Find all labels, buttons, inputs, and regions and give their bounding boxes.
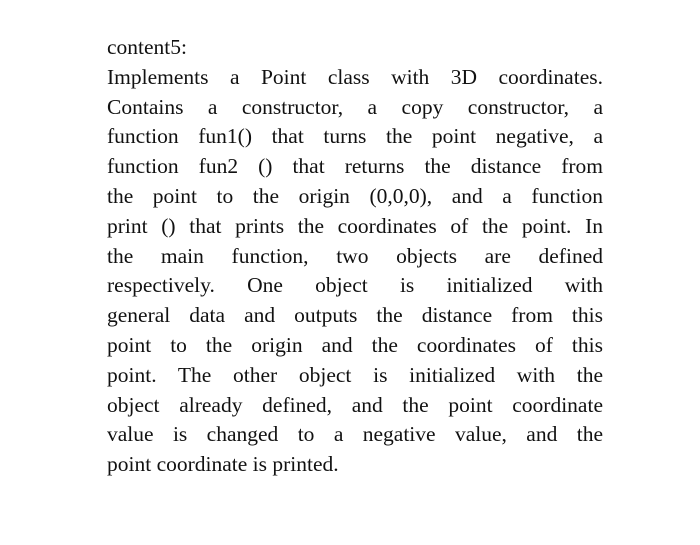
document-page — [107, 33, 603, 480]
paragraph-line: point to the origin and the coordinates of this — [107, 332, 603, 357]
paragraph-line: general data and outputs the distance from this — [107, 303, 603, 328]
paragraph-line: print () that prints the coordinates of the point. In — [107, 213, 603, 238]
paragraph-line: object already defined, and the point coordinate — [107, 392, 603, 417]
paragraph-line: value is changed to a negative value, and the — [107, 422, 603, 447]
body-paragraph — [107, 63, 603, 480]
paragraph-line: respectively. One object is initialized with — [107, 273, 603, 298]
paragraph-line: Implements a Point class with 3D coordinates. — [107, 64, 603, 89]
paragraph-line: point coordinate is printed. — [107, 452, 339, 477]
paragraph-line: Contains a constructor, a copy constructor, a — [107, 94, 603, 119]
paragraph-line: the point to the origin (0,0,0), and a function — [107, 183, 603, 208]
paragraph-line: point. The other object is initialized with the — [107, 362, 603, 387]
paragraph-line: function fun1() that turns the point negative, a — [107, 124, 603, 149]
paragraph-line: the main function, two objects are defined — [107, 243, 603, 268]
section-heading: content5: — [107, 35, 188, 59]
paragraph-line: function fun2 () that returns the distance from — [107, 154, 603, 179]
